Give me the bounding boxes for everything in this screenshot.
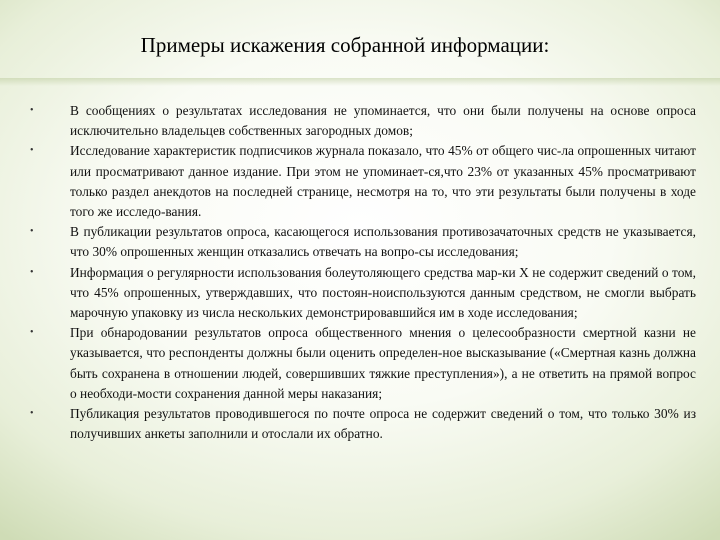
- bullet-text: Исследование характеристик подписчиков журнала показало, что 45% от общего чис-ла опрошенных читают или просматривают данное издание. При этом не упоминает-ся,что 23% от указанных 45% просматривают только раздел анекдотов на последней странице, несмотря на то, что эти результаты были получены в ходе того же исследо-вания.: [70, 143, 696, 220]
- bullet-dot-icon: •: [30, 226, 34, 238]
- bullet-dot-icon: •: [30, 327, 34, 339]
- bullet-text: В сообщениях о результатах исследования не упоминается, что они были получены на основе опроса исключительно владельцев собственных загородных домов;: [70, 103, 696, 139]
- bullet-item: [30, 101, 696, 141]
- bullet-text: Публикация результатов проводившегося по почте опроса не содержит сведений о том, что только 30% из получивших анкеты заполнили и отослали их обратно.: [70, 406, 696, 442]
- bullet-item: [30, 222, 696, 262]
- bullet-text: В публикации результатов опроса, касающегося использования противозачаточных средств не указывается, что 30% опрошенных женщин отказались отвечать на вопро-сы исследования;: [70, 224, 696, 260]
- bullet-item: [30, 404, 696, 444]
- bullet-dot-icon: •: [30, 145, 34, 157]
- bullet-text: При обнародовании результатов опроса общественного мнения о целесообразности смертной казни не указывается, что респонденты должны были оценить определен-ное высказывание («Смертная казнь должна быть сохранена в отношении людей, совершивших тяжкие преступления»), а не ответить на прямой вопрос о необходи-мости сохранения данной меры наказания;: [70, 325, 696, 401]
- bullet-item: [30, 263, 696, 324]
- title-divider: [0, 78, 720, 86]
- bullet-item: [30, 323, 696, 404]
- slide-title: Примеры искажения собранной информации:: [140, 33, 550, 57]
- bullet-dot-icon: •: [30, 266, 34, 278]
- bullet-dot-icon: •: [30, 408, 34, 420]
- bullet-dot-icon: •: [30, 105, 34, 116]
- bullet-item: [30, 141, 696, 222]
- bullet-text: Информация о регулярности использования болеутоляющего средства мар-ки Х не содержит сведений о том, что 45% опрошенных, утверждавших, что постоян-ноиспользуются данным средством, не смогли выбрать марочную упаковку из числа нескольких демонстрировавшийся им в ходе исследования;: [70, 264, 696, 321]
- bullet-list: [30, 101, 696, 444]
